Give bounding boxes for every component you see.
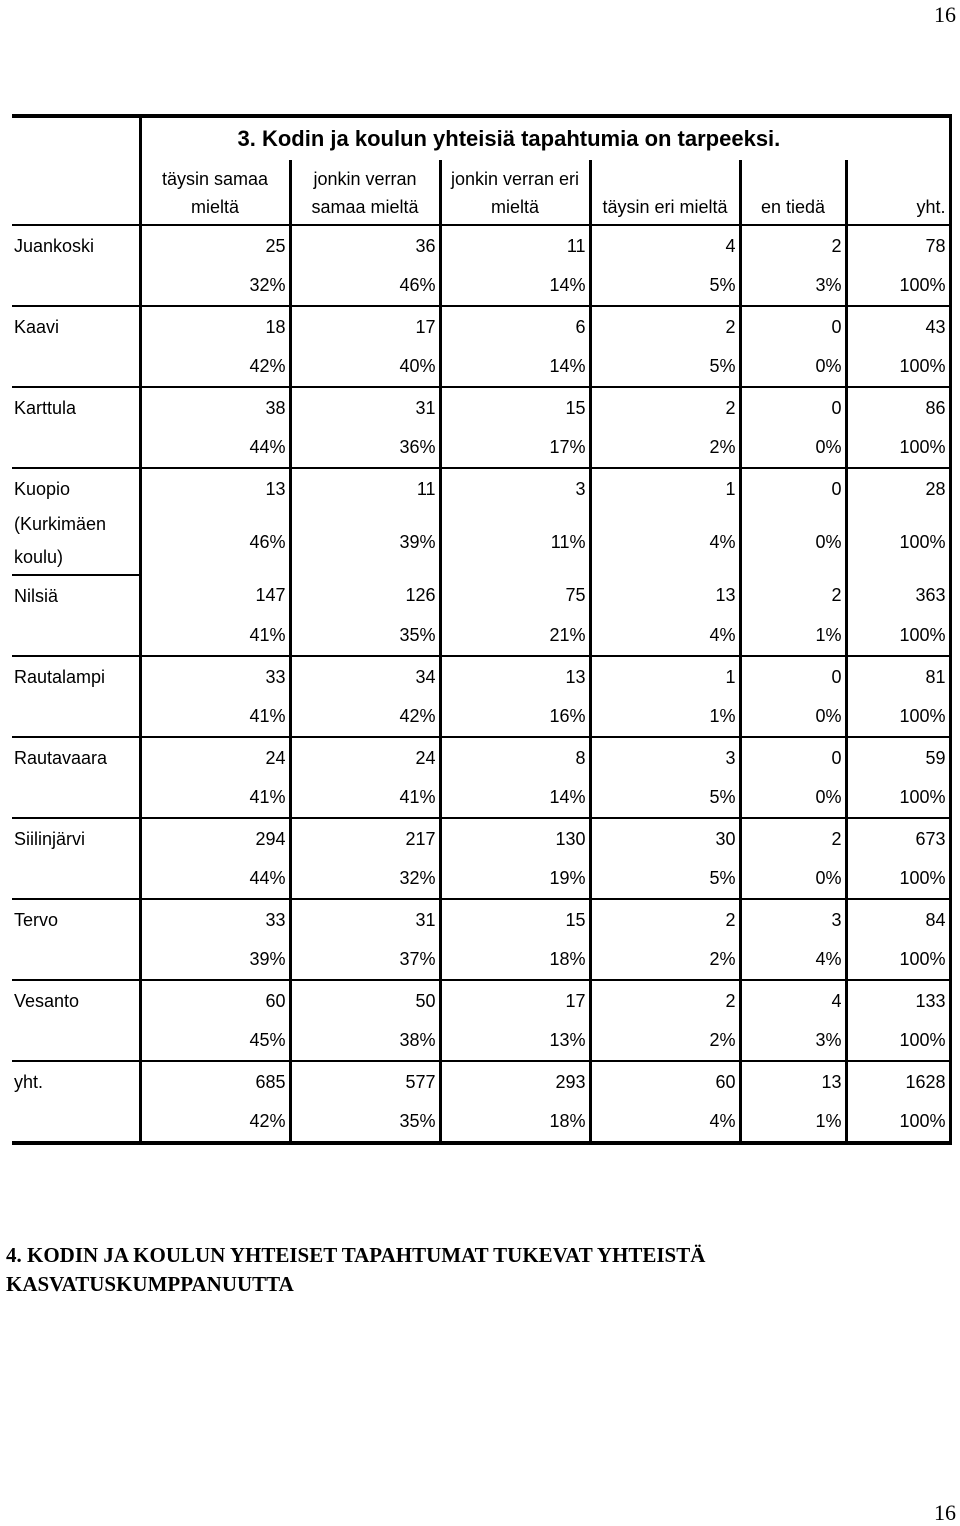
row-label: Vesanto: [14, 990, 80, 1011]
count-cell: 17: [440, 980, 590, 1021]
percent-cell: 4%: [590, 1102, 740, 1143]
count-cell: 24: [290, 737, 440, 778]
count-cell: 4: [590, 225, 740, 266]
survey-results-table: [12, 114, 952, 1145]
column-header-line2: mieltä: [440, 190, 590, 225]
count-cell: 1: [590, 468, 740, 509]
table-row-percent: [12, 697, 950, 737]
count-cell: 147: [140, 575, 290, 616]
row-label: Karttula: [14, 397, 77, 418]
percent-cell: 46%: [290, 266, 440, 306]
percent-cell: 37%: [290, 940, 440, 980]
percent-cell: 100%: [846, 266, 950, 306]
row-label: Tervo: [14, 909, 59, 930]
count-cell: 1628: [846, 1061, 950, 1102]
count-cell: 11: [290, 468, 440, 509]
count-cell: 13: [140, 468, 290, 509]
section-heading: [6, 1241, 705, 1299]
percent-cell: 19%: [440, 859, 590, 899]
percent-cell: 41%: [140, 778, 290, 818]
count-cell: 60: [590, 1061, 740, 1102]
row-label: Juankoski: [14, 235, 95, 256]
count-cell: 31: [290, 899, 440, 940]
count-cell: 2: [590, 306, 740, 347]
row-label: Rautavaara: [14, 747, 108, 768]
count-cell: 60: [140, 980, 290, 1021]
table-row-counts: [12, 656, 950, 697]
percent-cell: 3%: [740, 266, 846, 306]
percent-cell: 100%: [846, 428, 950, 468]
table-row-percent: [12, 778, 950, 818]
count-cell: 31: [290, 387, 440, 428]
row-label-continued: (Kurkimäen: [14, 514, 107, 534]
count-cell: 15: [440, 387, 590, 428]
table-row-percent: [12, 266, 950, 306]
table-title: 3. Kodin ja koulun yhteisiä tapahtumia on tarpeeksi.: [140, 116, 950, 160]
column-header-line1: täysin samaa: [140, 160, 290, 190]
table-row-percent: [12, 509, 950, 540]
table-row-percent: [12, 1021, 950, 1061]
percent-cell: 100%: [846, 347, 950, 387]
column-header-line2: mieltä: [140, 190, 290, 225]
row-label: yht.: [14, 1071, 44, 1092]
count-cell: 0: [740, 468, 846, 509]
column-header-total: yht.: [846, 190, 950, 225]
percent-cell: 0%: [740, 697, 846, 737]
percent-cell: 35%: [290, 1102, 440, 1143]
percent-cell: 18%: [440, 1102, 590, 1143]
count-cell: 13: [440, 656, 590, 697]
count-cell: 685: [140, 1061, 290, 1102]
table-row-percent: [12, 940, 950, 980]
percent-cell: 2%: [590, 428, 740, 468]
count-cell: 18: [140, 306, 290, 347]
count-cell: 30: [590, 818, 740, 859]
percent-cell: 4%: [590, 616, 740, 656]
count-cell: 0: [740, 737, 846, 778]
count-cell: 133: [846, 980, 950, 1021]
column-header-line1: [740, 160, 846, 190]
column-header-line1: [846, 160, 950, 190]
count-cell: 11: [440, 225, 590, 266]
table-row-counts: [12, 899, 950, 940]
count-cell: 293: [440, 1061, 590, 1102]
percent-cell: 35%: [290, 616, 440, 656]
row-label: Kuopio: [14, 478, 71, 499]
percent-cell: 40%: [290, 347, 440, 387]
table-row-counts: [12, 306, 950, 347]
percent-cell: 2%: [590, 940, 740, 980]
count-cell: 8: [440, 737, 590, 778]
count-cell: 3: [440, 468, 590, 509]
count-cell: 25: [140, 225, 290, 266]
percent-cell: 11%: [440, 509, 590, 575]
table-row-percent: [12, 347, 950, 387]
percent-cell: 46%: [140, 509, 290, 575]
percent-cell: 44%: [140, 428, 290, 468]
percent-cell: 32%: [290, 859, 440, 899]
count-cell: 86: [846, 387, 950, 428]
percent-cell: 0%: [740, 428, 846, 468]
percent-cell: 5%: [590, 778, 740, 818]
percent-cell: 44%: [140, 859, 290, 899]
percent-cell: 39%: [290, 509, 440, 575]
count-cell: 577: [290, 1061, 440, 1102]
column-header-line2: samaa mieltä: [290, 190, 440, 225]
percent-cell: 14%: [440, 266, 590, 306]
count-cell: 0: [740, 656, 846, 697]
percent-cell: 2%: [590, 1021, 740, 1061]
count-cell: 363: [846, 575, 950, 616]
percent-cell: 100%: [846, 778, 950, 818]
count-cell: 84: [846, 899, 950, 940]
count-cell: 36: [290, 225, 440, 266]
table-row-counts: [12, 980, 950, 1021]
page-number-bottom: 16: [934, 1500, 956, 1525]
percent-cell: 100%: [846, 697, 950, 737]
percent-cell: 1%: [590, 697, 740, 737]
table-row-counts: [12, 575, 950, 616]
header-row-1: [12, 160, 950, 190]
count-cell: 2: [740, 225, 846, 266]
count-cell: 1: [590, 656, 740, 697]
section-heading-line2: KASVATUSKUMPPANUUTTA: [6, 1272, 294, 1296]
percent-cell: 0%: [740, 509, 846, 575]
count-cell: 130: [440, 818, 590, 859]
count-cell: 34: [290, 656, 440, 697]
count-cell: 13: [740, 1061, 846, 1102]
count-cell: 81: [846, 656, 950, 697]
column-header-line1: [590, 160, 740, 190]
percent-cell: 39%: [140, 940, 290, 980]
percent-cell: 18%: [440, 940, 590, 980]
percent-cell: 41%: [290, 778, 440, 818]
count-cell: 6: [440, 306, 590, 347]
table-row-counts: [12, 737, 950, 778]
percent-cell: 0%: [740, 347, 846, 387]
percent-cell: 3%: [740, 1021, 846, 1061]
count-cell: 2: [590, 387, 740, 428]
percent-cell: 41%: [140, 697, 290, 737]
count-cell: 2: [740, 818, 846, 859]
percent-cell: 21%: [440, 616, 590, 656]
count-cell: 217: [290, 818, 440, 859]
column-header-line2: en tiedä: [740, 190, 846, 225]
table-row-counts: [12, 468, 950, 509]
row-label: Nilsiä: [14, 585, 59, 606]
percent-cell: 100%: [846, 509, 950, 575]
percent-cell: 13%: [440, 1021, 590, 1061]
percent-cell: 38%: [290, 1021, 440, 1061]
percent-cell: 14%: [440, 778, 590, 818]
percent-cell: 5%: [590, 347, 740, 387]
count-cell: 59: [846, 737, 950, 778]
table-row-counts: [12, 1061, 950, 1102]
count-cell: 126: [290, 575, 440, 616]
percent-cell: 0%: [740, 778, 846, 818]
count-cell: 673: [846, 818, 950, 859]
column-header-line2: täysin eri mieltä: [590, 190, 740, 225]
percent-cell: 4%: [740, 940, 846, 980]
count-cell: 75: [440, 575, 590, 616]
row-label: Siilinjärvi: [14, 828, 86, 849]
percent-cell: 100%: [846, 1021, 950, 1061]
table-row-percent: [12, 1102, 950, 1143]
count-cell: 50: [290, 980, 440, 1021]
count-cell: 13: [590, 575, 740, 616]
row-label: Kaavi: [14, 316, 60, 337]
percent-cell: 1%: [740, 1102, 846, 1143]
percent-cell: 0%: [740, 859, 846, 899]
count-cell: 2: [740, 575, 846, 616]
count-cell: 4: [740, 980, 846, 1021]
table-row-counts: [12, 818, 950, 859]
count-cell: 28: [846, 468, 950, 509]
count-cell: 0: [740, 306, 846, 347]
percent-cell: 100%: [846, 940, 950, 980]
count-cell: 3: [590, 737, 740, 778]
count-cell: 33: [140, 899, 290, 940]
count-cell: 24: [140, 737, 290, 778]
percent-cell: 16%: [440, 697, 590, 737]
percent-cell: 100%: [846, 859, 950, 899]
percent-cell: 17%: [440, 428, 590, 468]
count-cell: 78: [846, 225, 950, 266]
percent-cell: 42%: [140, 347, 290, 387]
count-cell: 17: [290, 306, 440, 347]
table-row-percent: [12, 428, 950, 468]
table-row-percent: [12, 616, 950, 656]
row-label: Rautalampi: [14, 666, 106, 687]
percent-cell: 100%: [846, 1102, 950, 1143]
percent-cell: 14%: [440, 347, 590, 387]
percent-cell: 5%: [590, 266, 740, 306]
count-cell: 294: [140, 818, 290, 859]
count-cell: 2: [590, 899, 740, 940]
percent-cell: 1%: [740, 616, 846, 656]
table-title-row: [12, 116, 950, 160]
section-heading-line1: 4. KODIN JA KOULUN YHTEISET TAPAHTUMAT TUKEVAT YHTEISTÄ: [6, 1243, 706, 1267]
header-row-2: [12, 190, 950, 225]
count-cell: 3: [740, 899, 846, 940]
count-cell: 43: [846, 306, 950, 347]
row-label-continued: koulu): [12, 540, 140, 575]
count-cell: 38: [140, 387, 290, 428]
percent-cell: 5%: [590, 859, 740, 899]
count-cell: 2: [590, 980, 740, 1021]
count-cell: 0: [740, 387, 846, 428]
count-cell: 15: [440, 899, 590, 940]
percent-cell: 45%: [140, 1021, 290, 1061]
page-number-top: 16: [934, 2, 956, 27]
percent-cell: 4%: [590, 509, 740, 575]
percent-cell: 100%: [846, 616, 950, 656]
table-row-counts: [12, 225, 950, 266]
count-cell: 33: [140, 656, 290, 697]
percent-cell: 42%: [140, 1102, 290, 1143]
column-header-line1: jonkin verran eri: [440, 160, 590, 190]
table-row-percent: [12, 859, 950, 899]
column-header-line1: jonkin verran: [290, 160, 440, 190]
percent-cell: 36%: [290, 428, 440, 468]
percent-cell: 42%: [290, 697, 440, 737]
percent-cell: 32%: [140, 266, 290, 306]
percent-cell: 41%: [140, 616, 290, 656]
table-row-counts: [12, 387, 950, 428]
